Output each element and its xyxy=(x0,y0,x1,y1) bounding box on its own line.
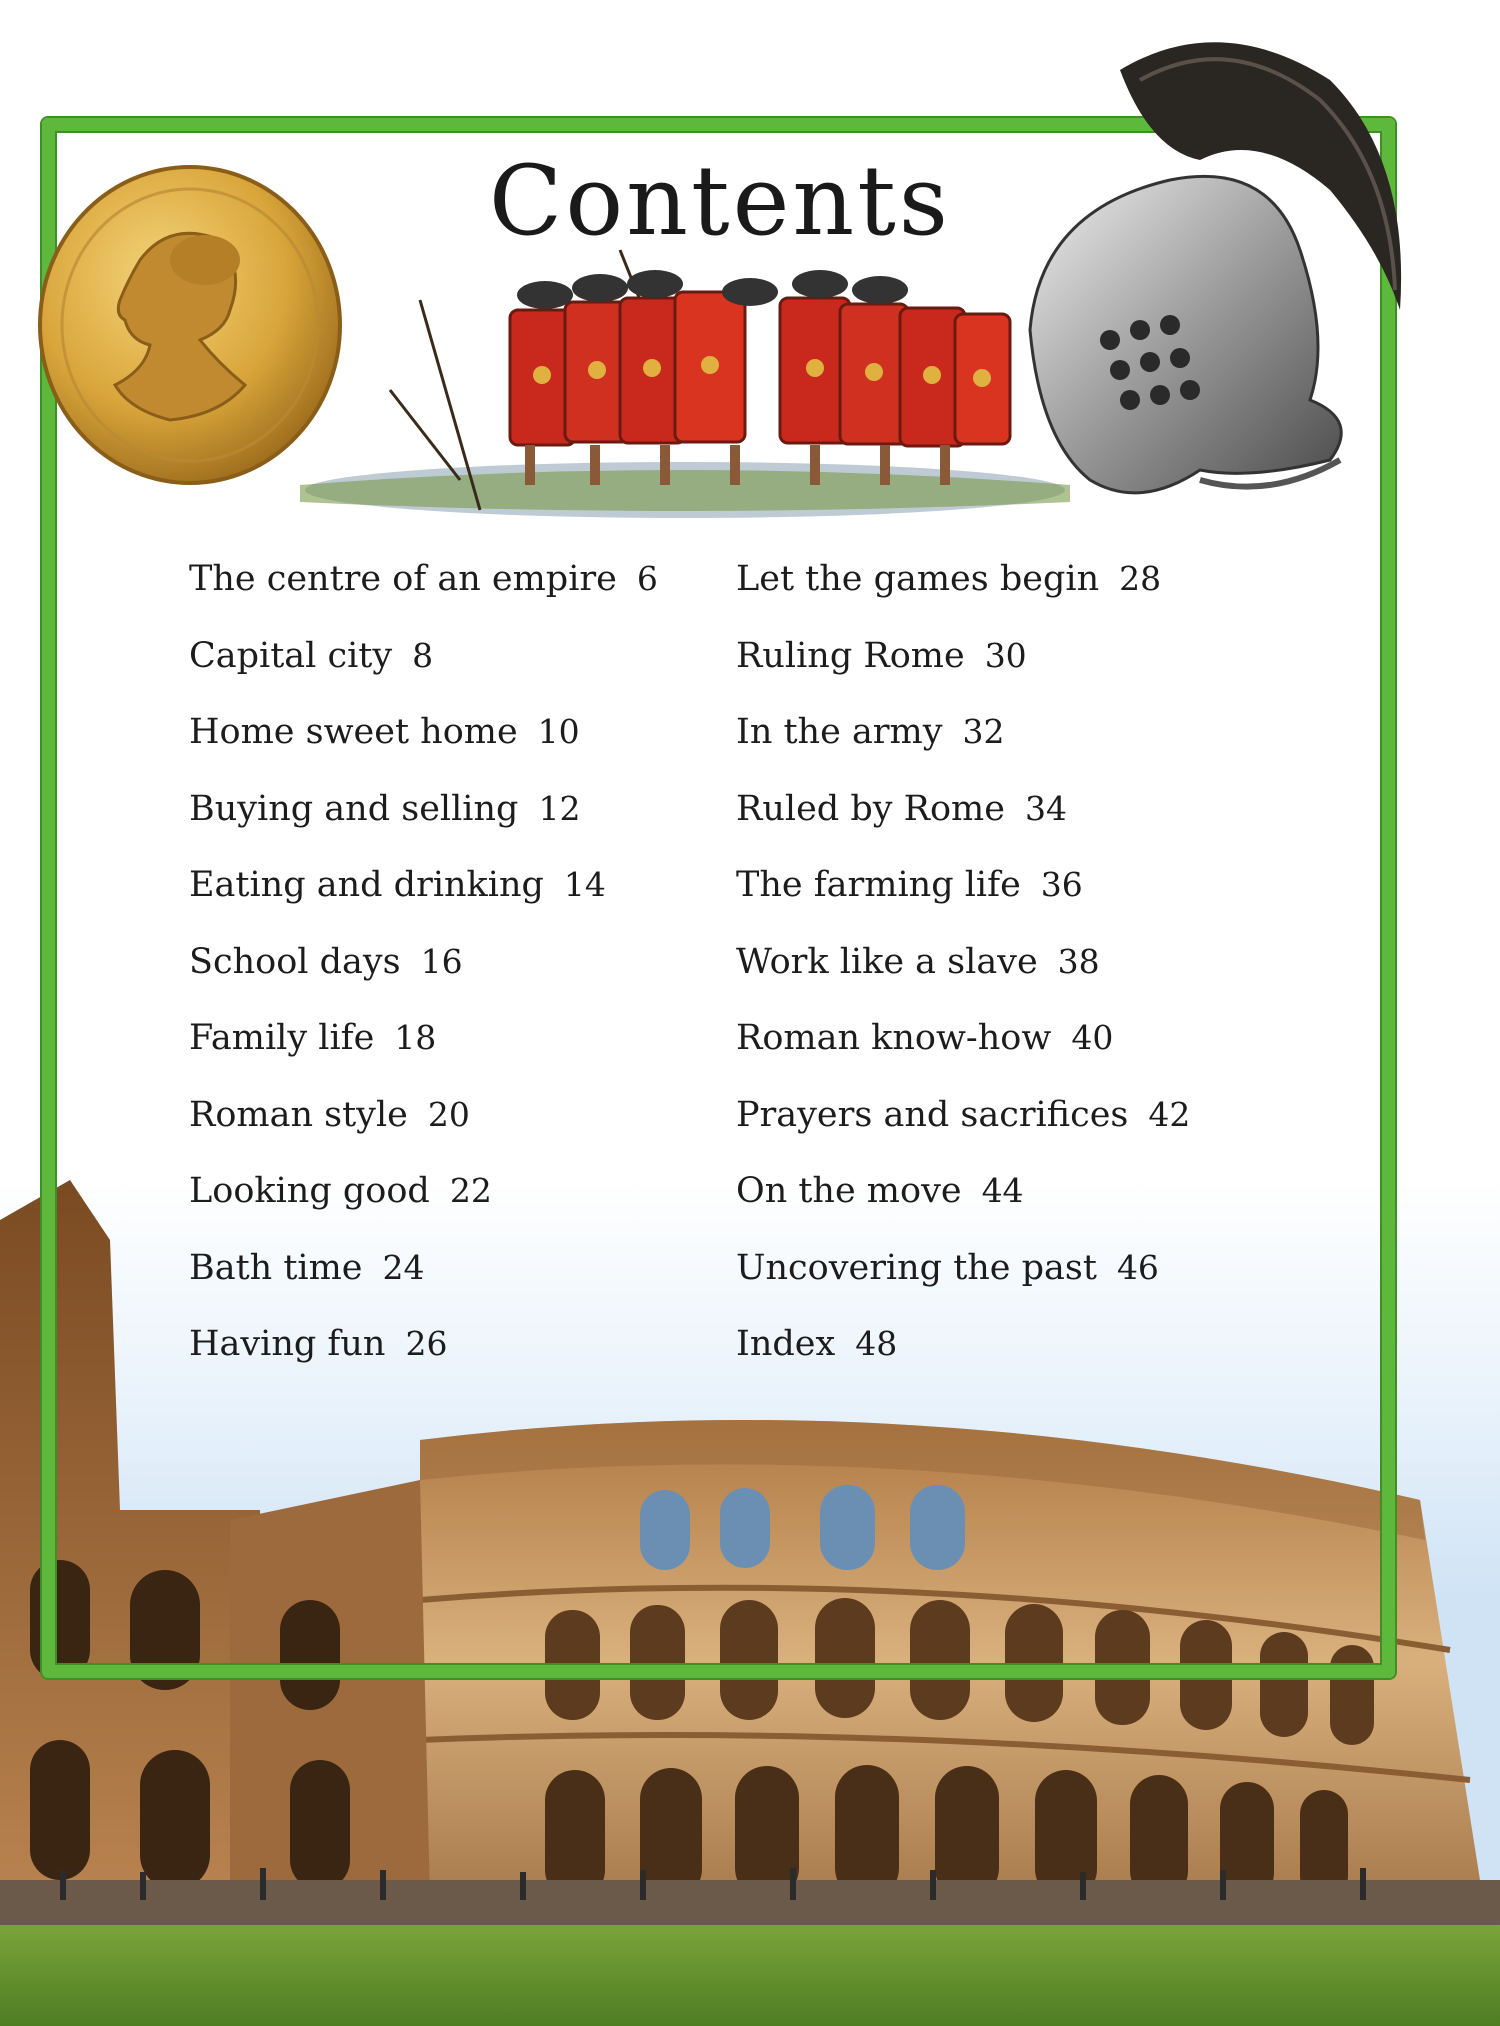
toc-entry[interactable] xyxy=(189,555,658,632)
toc-page-number: 20 xyxy=(427,1094,470,1134)
toc-entry[interactable] xyxy=(189,938,658,1015)
toc-page-number: 16 xyxy=(420,941,463,981)
toc-entry[interactable] xyxy=(736,1014,1190,1091)
toc-entry-label: Family life xyxy=(189,1018,375,1058)
toc-page-number: 46 xyxy=(1116,1247,1159,1287)
toc-entry-label: Looking good xyxy=(189,1171,430,1211)
toc-page-number: 44 xyxy=(981,1171,1024,1210)
toc-entry[interactable] xyxy=(736,1167,1190,1244)
toc-page-number: 6 xyxy=(636,559,658,598)
toc-page-number: 24 xyxy=(382,1247,425,1287)
roman-soldiers-image xyxy=(300,240,1070,520)
toc-page-number: 12 xyxy=(538,788,581,828)
toc-page-number: 40 xyxy=(1071,1018,1114,1057)
contents-list-left xyxy=(189,555,658,1397)
toc-entry-label: Eating and drinking xyxy=(189,865,544,905)
toc-page-number: 18 xyxy=(394,1018,437,1057)
gladiator-helmet-image xyxy=(1000,10,1420,530)
toc-page-number: 10 xyxy=(537,712,580,751)
toc-entry[interactable] xyxy=(189,861,658,938)
toc-entry[interactable] xyxy=(736,555,1190,632)
toc-entry[interactable] xyxy=(189,632,658,709)
toc-entry-label: Uncovering the past xyxy=(736,1247,1097,1288)
toc-entry[interactable] xyxy=(189,785,658,862)
toc-entry[interactable] xyxy=(189,1320,658,1397)
toc-page-number: 38 xyxy=(1057,941,1100,981)
toc-entry-label: The centre of an empire xyxy=(189,559,617,599)
toc-entry-label: Buying and selling xyxy=(189,788,519,829)
toc-page-number: 26 xyxy=(405,1324,448,1363)
toc-entry[interactable] xyxy=(736,938,1190,1015)
toc-entry-label: Prayers and sacrifices xyxy=(736,1094,1129,1135)
toc-page-number: 42 xyxy=(1148,1094,1191,1134)
toc-entry[interactable] xyxy=(189,1167,658,1244)
toc-entry-label: Capital city xyxy=(189,635,393,676)
toc-entry[interactable] xyxy=(736,1091,1190,1168)
toc-entry-label: Having fun xyxy=(189,1324,386,1364)
toc-entry-label: Roman know-how xyxy=(736,1018,1052,1058)
toc-entry-label: In the army xyxy=(736,712,943,752)
toc-entry[interactable] xyxy=(736,632,1190,709)
toc-page-number: 32 xyxy=(962,712,1005,751)
toc-entry-label: The farming life xyxy=(736,865,1021,905)
toc-entry-label: On the move xyxy=(736,1171,962,1211)
toc-page-number: 48 xyxy=(855,1324,898,1363)
toc-entry[interactable] xyxy=(736,785,1190,862)
toc-entry-label: Bath time xyxy=(189,1247,363,1288)
toc-entry[interactable] xyxy=(189,1014,658,1091)
toc-page-number: 22 xyxy=(449,1171,492,1210)
toc-entry[interactable] xyxy=(736,1320,1190,1397)
toc-entry[interactable] xyxy=(189,1244,658,1321)
toc-page-number: 30 xyxy=(984,635,1027,675)
page-title: Contents xyxy=(488,145,952,257)
toc-page-number: 14 xyxy=(563,865,606,904)
toc-entry-label: Index xyxy=(736,1324,836,1364)
toc-entry-label: Roman style xyxy=(189,1094,408,1135)
toc-page-number: 34 xyxy=(1024,788,1067,828)
toc-entry[interactable] xyxy=(189,1091,658,1168)
toc-page-number: 8 xyxy=(412,635,434,675)
contents-list-right xyxy=(736,555,1190,1397)
toc-entry-label: Ruling Rome xyxy=(736,635,965,676)
toc-entry-label: Work like a slave xyxy=(736,941,1038,982)
toc-entry-label: Ruled by Rome xyxy=(736,788,1005,829)
toc-entry[interactable] xyxy=(736,708,1190,785)
toc-entry[interactable] xyxy=(736,861,1190,938)
toc-page-number: 28 xyxy=(1119,559,1162,598)
toc-entry[interactable] xyxy=(736,1244,1190,1321)
toc-entry-label: School days xyxy=(189,941,401,982)
toc-page-number: 36 xyxy=(1040,865,1083,904)
toc-entry[interactable] xyxy=(189,708,658,785)
toc-entry-label: Let the games begin xyxy=(736,559,1100,599)
toc-entry-label: Home sweet home xyxy=(189,712,518,752)
